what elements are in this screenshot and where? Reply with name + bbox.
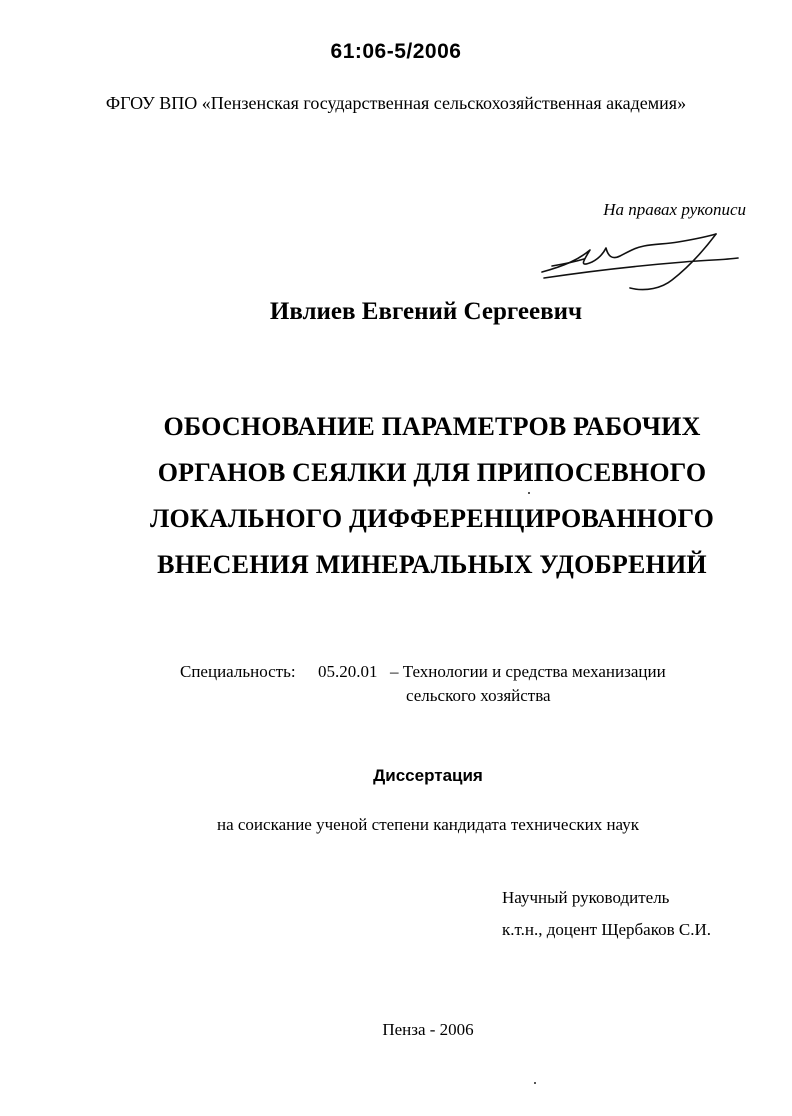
specialty-code: 05.20.01 (318, 662, 378, 681)
degree-line: на соискание ученой степени кандидата технических наук (216, 815, 639, 834)
city-year: Пенза - 2006 (382, 1020, 474, 1039)
author-name: Ивлиев Евгений Сергеевич (269, 298, 583, 325)
scan-speck (534, 1082, 536, 1084)
manuscript-note: На правах рукописи (603, 200, 746, 219)
title-line: ВНЕСЕНИЯ МИНЕРАЛЬНЫХ УДОБРЕНИЙ (157, 550, 707, 579)
advisor-name: к.т.н., доцент Щербаков С.И. (502, 920, 712, 939)
handwritten-signature (534, 226, 744, 298)
title-line: ОБОСНОВАНИЕ ПАРАМЕТРОВ РАБОЧИХ (163, 412, 701, 441)
scan-speck (528, 492, 530, 494)
catalog-code: 61:06-5/2006 (330, 40, 462, 63)
dissertation-title (0, 404, 792, 588)
organization-name: ФГОУ ВПО «Пензенская государственная сельскохозяйственная академия» (105, 93, 687, 113)
specialty-name-line1: – Технологии и средства механизации (390, 662, 666, 681)
document-type: Диссертация (373, 766, 483, 785)
title-line: ЛОКАЛЬНОГО ДИФФЕРЕНЦИРОВАННОГО (149, 504, 715, 533)
title-line: ОРГАНОВ СЕЯЛКИ ДЛЯ ПРИПОСЕВНОГО (157, 458, 707, 487)
specialty-name-line2: сельского хозяйства (406, 686, 551, 705)
specialty-label: Специальность: (180, 662, 296, 681)
advisor-role: Научный руководитель (502, 888, 670, 907)
